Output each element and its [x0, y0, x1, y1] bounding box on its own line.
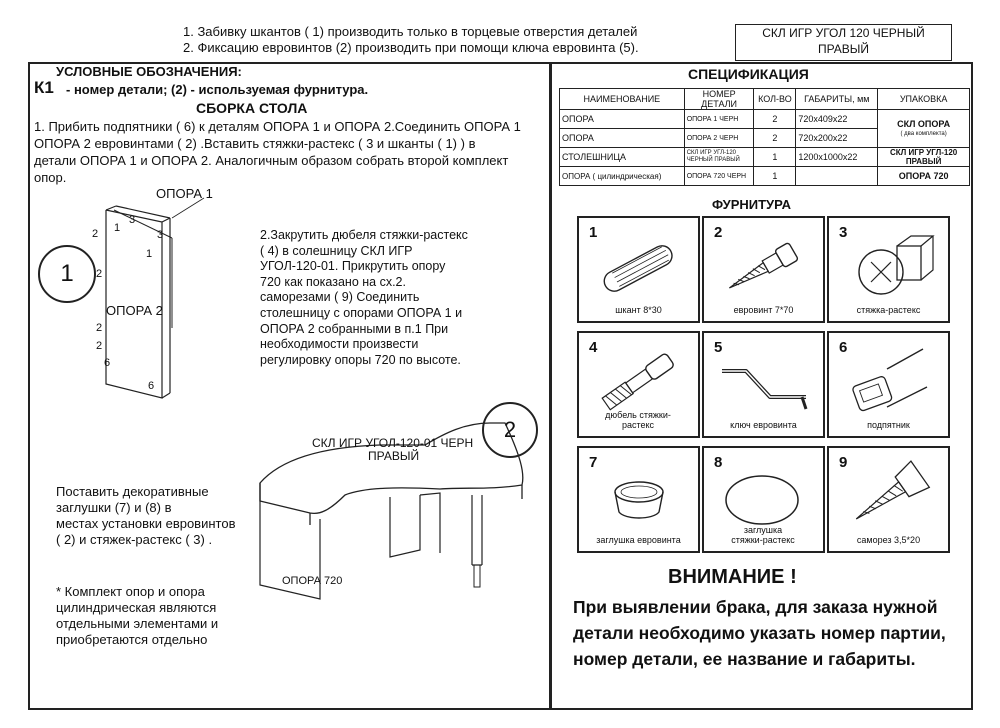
warning-line: детали необходимо указать номер партии, [573, 623, 946, 643]
mark-2a: 2 [92, 228, 99, 240]
step1-circle: 1 [38, 245, 96, 303]
hardware-caption: заглушка стяжки-растекс [731, 525, 795, 545]
spec-cell-qty: 2 [754, 110, 796, 129]
note-line-2: 2. Фиксацию евровинтов (2) производить при помощи ключа евровинта (5). [183, 40, 639, 55]
euroscrew-icon [716, 232, 811, 296]
spec-header: КОЛ-ВО [754, 89, 796, 110]
warning-text [573, 594, 946, 672]
spec-cell-size: 720х409х22 [796, 110, 878, 129]
mark-2d: 2 [96, 340, 103, 352]
footnote-line: приобретаются отдельно [56, 632, 208, 647]
step2-line: УГОЛ-120-01. Прикрутить опору [260, 259, 446, 274]
hardware-caption: подпятник [867, 420, 910, 430]
hardware-title: ФУРНИТУРА [712, 197, 792, 212]
step2-line: необходимости произвести [260, 337, 419, 352]
decor-line: ( 2) и стяжек-растекс ( 3) . [56, 532, 213, 547]
step1-line: опор. [34, 170, 67, 185]
note-line-1: 1. Забивку шкантов ( 1) производить только в торцевые отверстия деталей [183, 24, 638, 39]
warning-line: При выявлении брака, для заказа нужной [573, 597, 938, 617]
product-box-line2: ПРАВЫЙ [817, 42, 870, 56]
footnote [56, 584, 218, 648]
euroscrew-cap-icon [591, 462, 686, 526]
cam-cap-icon [716, 462, 811, 526]
legend-text: - номер детали; (2) - используемая фурнитура. [66, 82, 369, 97]
hardware-item-6 [827, 331, 950, 438]
hardware-caption: ключ евровинта [730, 420, 797, 430]
spec-cell-pack: ОПОРА 720 [878, 167, 970, 186]
hardware-num: 6 [839, 339, 848, 356]
spec-cell-num: ОПОРА 2 ЧЕРН [684, 129, 754, 148]
step2-line: ОПОРА 2 собранными в п.1 При [260, 321, 449, 336]
spec-cell-qty: 2 [754, 129, 796, 148]
warning-title: ВНИМАНИЕ ! [668, 566, 797, 588]
hardware-item-3 [827, 216, 950, 323]
mark-6b: 6 [148, 380, 155, 392]
hardware-caption: стяжка-растекс [856, 305, 921, 315]
hardware-num: 1 [589, 224, 598, 241]
spec-table [559, 88, 970, 186]
spec-header-row [560, 89, 970, 110]
footnote-line: отдельными элементами и [56, 616, 219, 631]
step2-line: 2.Закрутить дюбеля стяжки-растекс [260, 228, 468, 242]
step1-line: 1. Прибить подпятники ( 6) к деталям ОПОРА 1 и ОПОРА 2.Соединить ОПОРА 1 [34, 119, 521, 134]
hardware-item-2 [702, 216, 825, 323]
table-row [560, 148, 970, 167]
diagram2-top-label-1: СКЛ ИГР УГОЛ-120-01 ЧЕРН [312, 436, 474, 450]
spec-header: УПАКОВКА [878, 89, 970, 110]
spec-cell-size: 720х200х22 [796, 129, 878, 148]
spec-pack-merged: СКЛ ОПОРА [897, 118, 951, 129]
hardware-num: 9 [839, 454, 848, 471]
step1-text [34, 118, 521, 186]
label-opora1: ОПОРА 1 [156, 186, 213, 201]
decor-line: заглушки (7) и (8) в [56, 500, 172, 515]
hardware-caption: евровинт 7*70 [733, 305, 794, 315]
mark-3a: 3 [129, 214, 136, 226]
spec-cell-pack: СКЛ ИГР УГЛ-120 ПРАВЫЙ [878, 148, 970, 167]
hardware-caption: шкант 8*30 [615, 305, 662, 315]
step2-line: 720 как показано на сх.2. [260, 274, 406, 289]
spec-cell-size: 1200х1000х22 [796, 148, 878, 167]
hardware-num: 2 [714, 224, 723, 241]
dowel-icon [591, 232, 686, 296]
step1-line: детали ОПОРА 1 и ОПОРА 2. Аналогичным образом собрать второй комплект [34, 153, 509, 168]
assembly-title: СБОРКА СТОЛА [196, 100, 308, 116]
step1-line: ОПОРА 2 евровинтами ( 2) .Вставить стяжки-растекс ( 3 и шканты ( 1) ) в [34, 136, 476, 151]
step2-line: столешницу с опорами ОПОРА 1 и [260, 305, 463, 320]
step2-line: ( 4) в солешницу СКЛ ИГР [260, 243, 413, 258]
table-row [560, 167, 970, 186]
mark-3b: 3 [157, 229, 164, 241]
hardware-caption: саморез 3,5*20 [856, 535, 921, 545]
decor-line: местах установки евровинтов [56, 516, 236, 531]
spec-cell-qty: 1 [754, 167, 796, 186]
legend-title: УСЛОВНЫЕ ОБОЗНАЧЕНИЯ: [56, 64, 242, 79]
spec-title: СПЕЦИФИКАЦИЯ [688, 66, 809, 82]
spec-cell-num: СКЛ ИГР УГЛ-120 ЧЕРНЫЙ ПРАВЫЙ [684, 148, 754, 167]
hardware-item-9 [827, 446, 950, 553]
spec-header: НОМЕР ДЕТАЛИ [684, 89, 754, 110]
spec-cell-name: ОПОРА [560, 129, 685, 148]
hardware-item-8 [702, 446, 825, 553]
spec-header: ГАБАРИТЫ, мм [796, 89, 878, 110]
spec-pack-merged-sub: ( два комплекта) [900, 130, 947, 137]
hardware-num: 8 [714, 454, 723, 471]
decor-text [56, 484, 235, 548]
hardware-num: 3 [839, 224, 848, 241]
mark-2c: 2 [96, 322, 103, 334]
cam-dowel-icon [591, 347, 686, 411]
product-box-line1: СКЛ ИГР УГОЛ 120 ЧЕРНЫЙ [762, 26, 925, 40]
footnote-line: цилиндрическая являются [56, 600, 217, 615]
spec-cell-name: ОПОРА [560, 110, 685, 129]
hardware-item-5 [702, 331, 825, 438]
spec-cell-size [796, 167, 878, 186]
mark-6a: 6 [104, 357, 111, 369]
hardware-num: 7 [589, 454, 598, 471]
mark-2b: 2 [96, 268, 103, 280]
diagram1-drawing [92, 188, 222, 398]
diagram2-top-label-2: ПРАВЫЙ [368, 449, 420, 463]
product-box [735, 24, 952, 61]
hardware-item-1 [577, 216, 700, 323]
k1-mark: К1 [34, 78, 54, 97]
warning-line: номер детали, ее название и габариты. [573, 649, 916, 669]
mark-1b: 1 [146, 248, 153, 260]
hardware-caption: дюбель стяжки-растекс [605, 410, 671, 430]
footnote-line: * Комплект опор и опора [56, 584, 205, 599]
decor-line: Поставить декоративные [56, 484, 209, 499]
spec-cell-num: ОПОРА 720 ЧЕРН [684, 167, 754, 186]
spec-cell-pack-merged [878, 110, 970, 148]
glide-icon [841, 347, 936, 411]
hardware-item-7 [577, 446, 700, 553]
step2-line: регулировку опоры 720 по высоте. [260, 352, 461, 367]
euro-key-icon [716, 347, 811, 411]
hardware-caption: заглушка евровинта [596, 535, 681, 545]
label-opora2: ОПОРА 2 [106, 303, 163, 318]
spec-cell-qty: 1 [754, 148, 796, 167]
hardware-num: 5 [714, 339, 723, 356]
spec-header: НАИМЕНОВАНИЕ [560, 89, 685, 110]
cam-lock-icon [841, 232, 936, 296]
self-tapping-screw-icon [841, 462, 936, 526]
spec-cell-name: ОПОРА ( цилиндрическая) [560, 167, 685, 186]
spec-cell-num: ОПОРА 1 ЧЕРН [684, 110, 754, 129]
step2-circle: 2 [482, 402, 538, 458]
hardware-num: 4 [589, 339, 598, 356]
diagram2-leg-label: ОПОРА 720 [282, 575, 343, 587]
step2-text [260, 228, 468, 368]
spec-cell-name: СТОЛЕШНИЦА [560, 148, 685, 167]
step2-line: саморезами ( 9) Соединить [260, 290, 420, 305]
mark-1a: 1 [114, 222, 121, 234]
table-row [560, 110, 970, 129]
hardware-item-4 [577, 331, 700, 438]
